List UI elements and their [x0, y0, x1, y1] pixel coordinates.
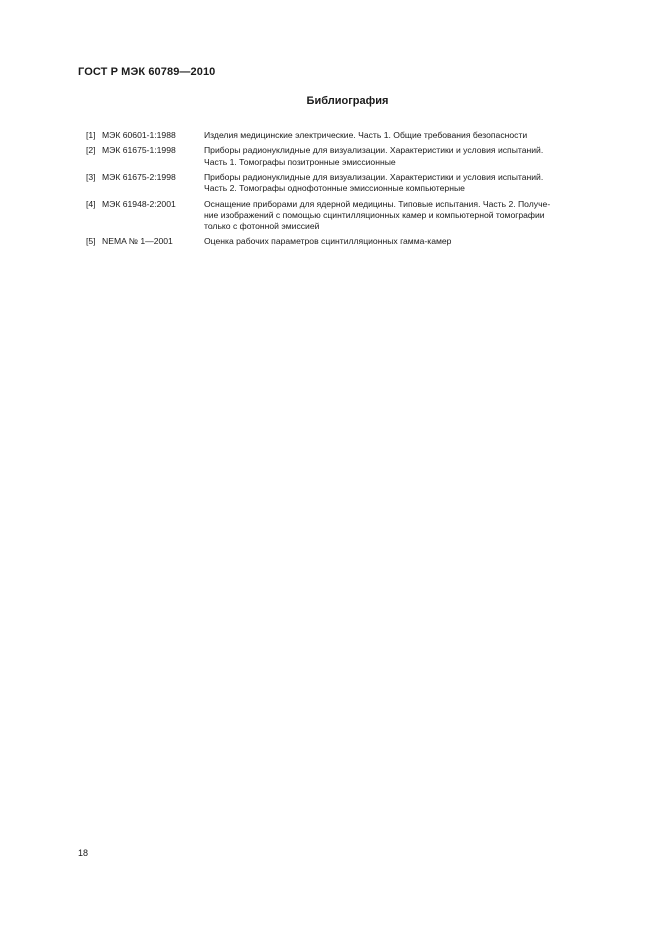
- entry-code: МЭК 60601-1:1988: [102, 130, 176, 140]
- entry-title-line: ние изображений с помощью сцинтилляционных камер и компьютерной томографии: [204, 209, 545, 220]
- entry-title-line: Часть 1. Томографы позитронные эмиссионные: [204, 156, 396, 167]
- entry-number: [2]: [86, 145, 96, 156]
- entry-code: МЭК 61948-2:2001: [102, 198, 176, 209]
- entry-title-line: Изделия медицинские электрические. Часть 1. Общие требования безопасности: [204, 130, 528, 140]
- entry-title-line: только с фотонной эмиссией: [204, 220, 320, 231]
- entry-number: [5]: [86, 236, 96, 247]
- section-title: Библиография: [306, 95, 389, 107]
- page-number: 18: [78, 848, 89, 858]
- entry-title: [204, 199, 608, 233]
- bibliography-entry: [86, 130, 608, 141]
- entry-title: [204, 145, 608, 167]
- entry-title: [204, 172, 608, 194]
- entry-title-line: Оснащение приборами для ядерной медицины. Типовые испытания. Часть 2. Получе-: [204, 198, 551, 209]
- entry-title: [204, 130, 608, 141]
- entry-number: [3]: [86, 171, 96, 182]
- bibliography-entry: [86, 172, 608, 194]
- entry-number: [4]: [86, 198, 96, 209]
- entry-title-line: Приборы радионуклидные для визуализации. Характеристики и условия испытаний.: [204, 145, 544, 156]
- bibliography-list: [86, 130, 608, 252]
- entry-number: [1]: [86, 130, 96, 140]
- entry-code: МЭК 61675-1:1998: [102, 145, 176, 156]
- entry-title-line: Часть 2. Томографы однофотонные эмиссионные компьютерные: [204, 183, 465, 194]
- bibliography-entry: [86, 236, 608, 247]
- entry-code: NEMA № 1—2001: [102, 236, 173, 247]
- document-header: ГОСТ Р МЭК 60789—2010: [78, 66, 216, 78]
- entry-title-line: Оценка рабочих параметров сцинтилляционных гамма-камер: [204, 236, 452, 247]
- entry-title-line: Приборы радионуклидные для визуализации. Характеристики и условия испытаний.: [204, 171, 544, 182]
- bibliography-entry: [86, 145, 608, 167]
- entry-title: [204, 236, 608, 247]
- entry-code: МЭК 61675-2:1998: [102, 171, 176, 182]
- bibliography-entry: [86, 199, 608, 233]
